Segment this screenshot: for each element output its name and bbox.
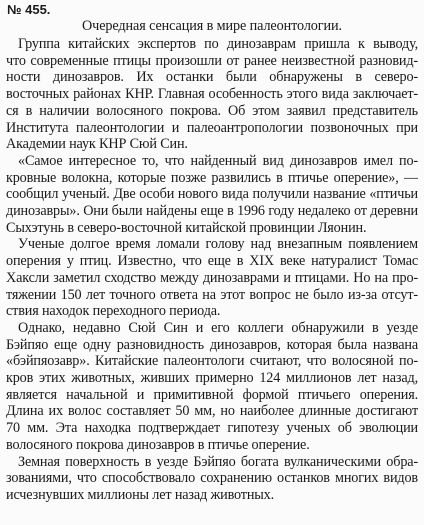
text-line: Бэйпяо еще одну разновидность динозавров, которая была названа — [6, 336, 418, 353]
text-line: Сыхэтунь в северо-восточной китайской провинции Ляонин. — [6, 219, 367, 236]
article-title: Очередная сенсация в мире палеонтологии. — [82, 18, 342, 34]
text-line: является начальной и примитивной формой птичьего оперения. — [6, 386, 418, 403]
text-line: восточных районах КНР. Главная особенность этого вида заключает- — [6, 86, 418, 103]
paragraph-4 — [6, 320, 418, 454]
paragraph-2 — [6, 153, 418, 237]
text-line: тяжении 150 лет точного ответа на этот вопрос не было из-за отсут- — [6, 286, 418, 303]
text-line: 70 мм. Эта находка подтверждает гипотезу ученых об эволюции — [6, 420, 418, 437]
text-line: Однако, недавно Сюй Син и его коллеги обнаружили в уезде — [18, 319, 418, 336]
text-line: ствия находок переходного периода. — [6, 303, 221, 320]
text-line: динозавры». Они были найдены еще в 1996 году недалеко от деревни — [6, 203, 418, 220]
text-line: Длина их волос составляет 50 мм, но наиболее длинные достигают — [6, 403, 418, 420]
text-line: ся в наличии волосяного покрова. Об этом заявил представитель — [6, 102, 418, 119]
text-line: Земная поверхность в уезде Бэйпяо богата вулканическими обра- — [18, 453, 418, 470]
text-line: кровные волокна, которые позже развились в птичье оперение», — — [6, 169, 418, 186]
text-line: зованиями, что способствовало сохранению останков многих видов — [6, 470, 418, 487]
paragraph-5 — [6, 454, 418, 504]
text-line: «Самое интересное то, что найденный вид динозавров имел по- — [18, 152, 418, 169]
paragraph-3 — [6, 236, 418, 320]
text-line: кров этих животных, живших примерно 124 миллионов лет назад, — [6, 370, 418, 387]
exercise-number: № 455. — [7, 2, 51, 17]
text-line: что современные птицы произошли от ранее неизвестной разновид- — [6, 52, 418, 69]
text-line: исчезнувших миллионы лет назад животных. — [6, 486, 274, 503]
text-line: оперения у птиц. Известно, что еще в XIX веке натуралист Томас — [6, 253, 418, 270]
text-line: ности динозавров. Их останки были обнаружены в северо- — [6, 69, 418, 86]
text-line: волосяного покрова динозавров в птичье оперение. — [6, 436, 310, 453]
paragraph-1 — [6, 36, 418, 153]
text-line: Группа китайских экспертов по динозаврам пришла к выводу, — [18, 36, 418, 52]
text-line: Ученые долгое время ломали голову над внезапным появлением — [18, 236, 418, 253]
text-line: сообщил ученый. Две особи нового вида получили название «птичьи — [6, 186, 418, 203]
text-line: Академии наук КНР Сюй Син. — [6, 136, 188, 153]
text-line: Хаксли заметил сходство между динозаврами и птицами. Но на про- — [6, 269, 418, 286]
text-line: Института палеонтологии и палеоантропологии позвоночных при — [6, 119, 418, 136]
text-line: «бэйпяозавр». Китайские палеонтологи считают, что волосяной по- — [6, 353, 418, 370]
